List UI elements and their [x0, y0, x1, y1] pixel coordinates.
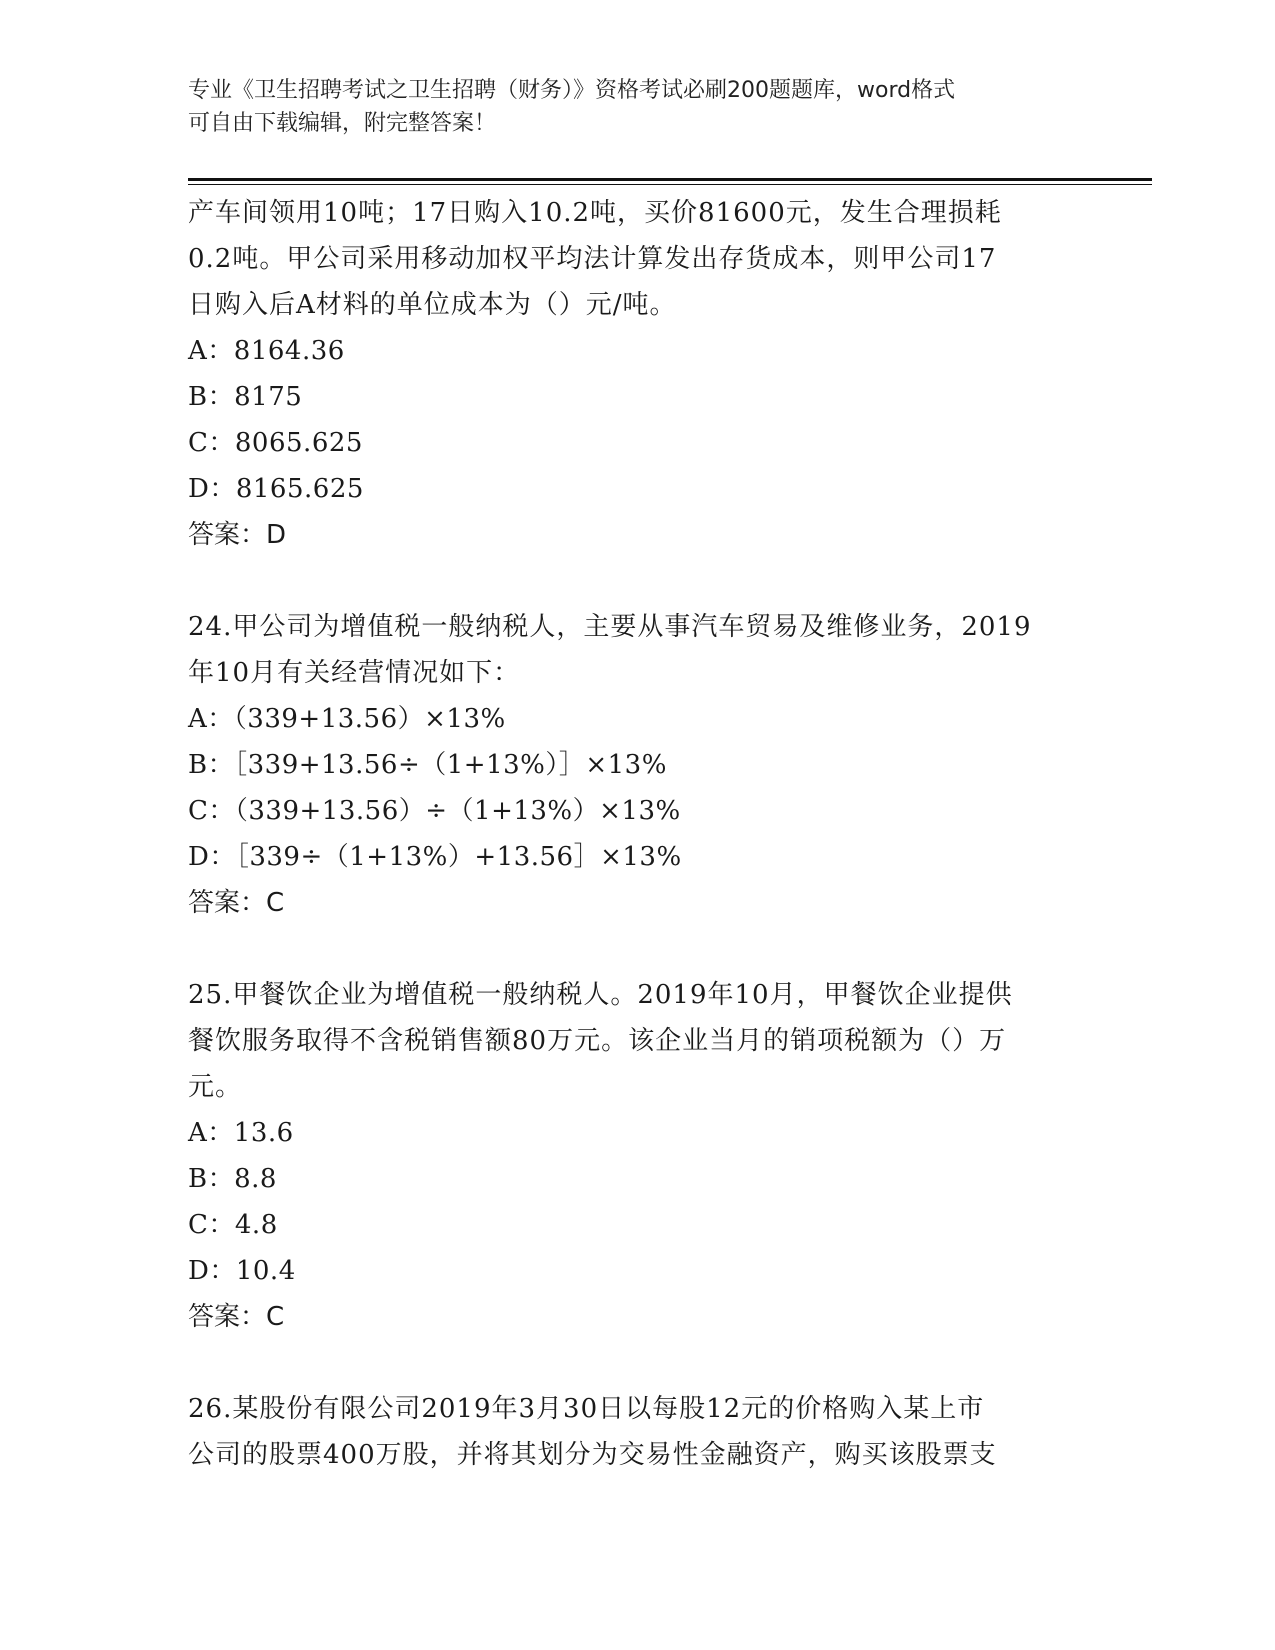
question-25-line-3: 元。 [188, 1072, 243, 1102]
spacer [188, 558, 1088, 604]
question-25-option-b: B：8.8 [188, 1164, 277, 1194]
question-26-line-2: 公司的股票400万股，并将其划分为交易性金融资产，购买该股票支 [188, 1440, 997, 1470]
question-24-answer: 答案：C [188, 888, 285, 918]
header-divider-thin [188, 184, 1152, 185]
header-line-1: 专业《卫生招聘考试之卫生招聘（财务）》资格考试必刷200题题库，word格式 [188, 78, 956, 103]
header-line-2: 可自由下载编辑，附完整答案！ [188, 111, 497, 136]
question-list [188, 190, 1088, 1478]
question-25-option-d: D：10.4 [188, 1256, 296, 1286]
question-23-option-b: B：8175 [188, 382, 303, 412]
question-24-option-b: B：［339+13.56÷（1+13%）］×13% [188, 750, 667, 780]
question-24-option-d: D：［339÷（1+13%）+13.56］×13% [188, 842, 682, 872]
spacer [188, 1340, 1088, 1386]
question-25-line-1: 25.甲餐饮企业为增值税一般纳税人。2019年10月，甲餐饮企业提供 [188, 980, 1013, 1010]
question-24-option-c: C：（339+13.56）÷（1+13%）×13% [188, 796, 681, 826]
document-header [188, 74, 1088, 140]
header-divider-thick [188, 178, 1152, 181]
question-25-answer: 答案：C [188, 1302, 285, 1332]
question-25-line-2: 餐饮服务取得不含税销售额80万元。该企业当月的销项税额为（）万 [188, 1026, 1007, 1056]
question-23-line-2: 0.2吨。甲公司采用移动加权平均法计算发出存货成本，则甲公司17 [188, 244, 997, 274]
question-23-option-c: C：8065.625 [188, 428, 363, 458]
question-23-line-1: 产车间领用10吨；17日购入10.2吨，买价81600元，发生合理损耗 [188, 198, 1002, 228]
question-23-option-d: D：8165.625 [188, 474, 364, 504]
question-25-option-c: C：4.8 [188, 1210, 278, 1240]
spacer [188, 926, 1088, 972]
question-23-answer: 答案：D [188, 520, 287, 550]
question-25-option-a: A：13.6 [188, 1118, 294, 1148]
question-23-option-a: A：8164.36 [188, 336, 345, 366]
question-23-line-3: 日购入后A材料的单位成本为（）元/吨。 [188, 290, 677, 320]
question-24-line-2: 年10月有关经营情况如下： [188, 658, 521, 688]
question-24-line-1: 24.甲公司为增值税一般纳税人，主要从事汽车贸易及维修业务，2019 [188, 612, 1032, 642]
question-26 [188, 1386, 1088, 1478]
question-26-line-1: 26.某股份有限公司2019年3月30日以每股12元的价格购入某上市 [188, 1394, 985, 1424]
question-23 [188, 190, 1088, 558]
question-24 [188, 604, 1088, 926]
question-24-option-a: A：（339+13.56）×13% [188, 704, 506, 734]
question-25 [188, 972, 1088, 1340]
